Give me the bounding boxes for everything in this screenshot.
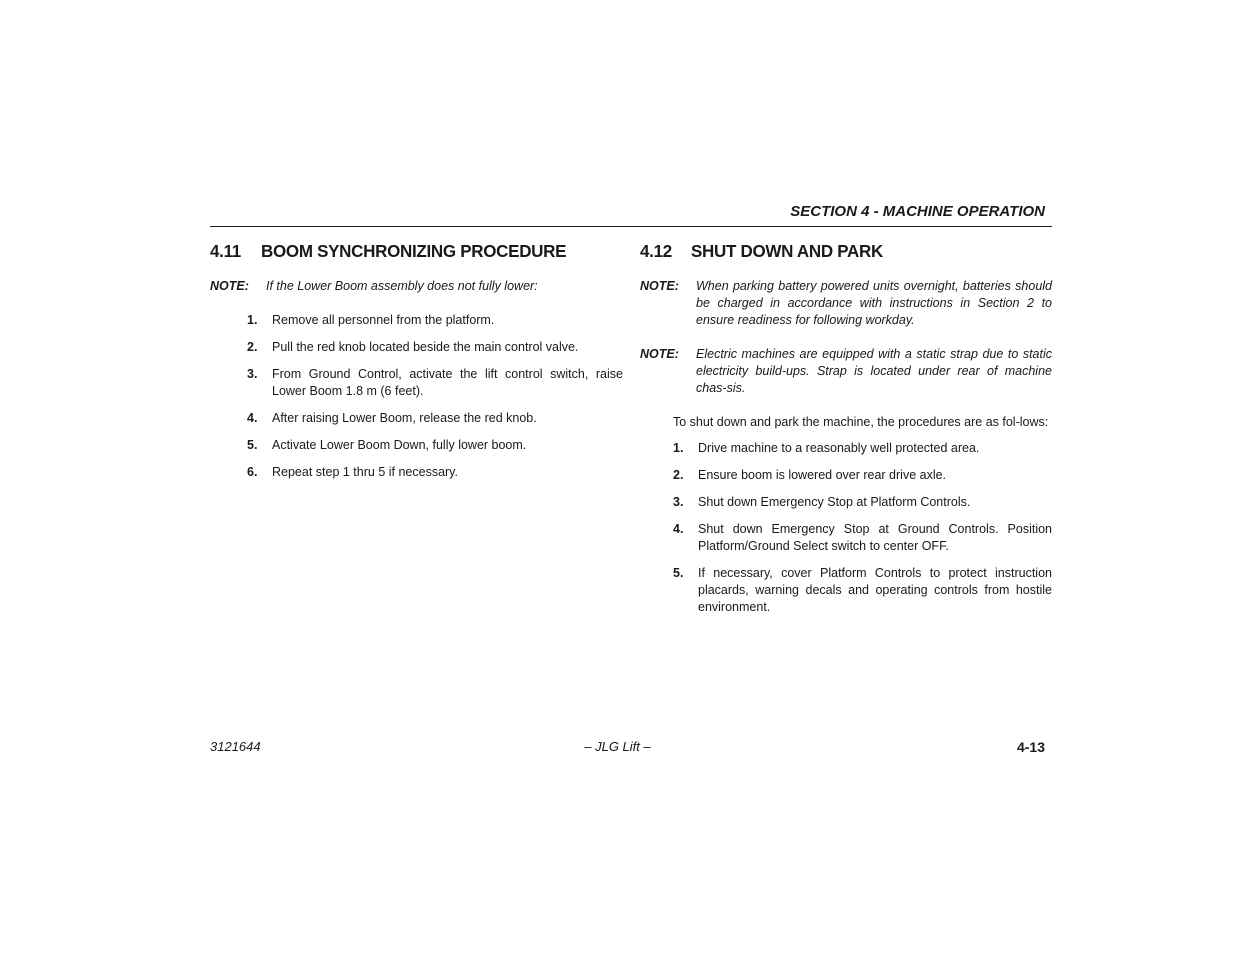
list-item bbox=[673, 440, 1052, 457]
right-column bbox=[640, 240, 1052, 626]
step-number: 3. bbox=[247, 367, 258, 381]
shutdown-steps bbox=[640, 440, 1052, 616]
step-number: 2. bbox=[247, 340, 258, 354]
footer-brand: – JLG Lift – bbox=[584, 739, 651, 754]
list-item bbox=[247, 437, 623, 454]
step-number: 4. bbox=[673, 522, 684, 536]
step-number: 5. bbox=[247, 438, 258, 452]
step-text: Pull the red knob located beside the main control valve. bbox=[272, 340, 579, 354]
note-text: Electric machines are equipped with a static strap due to static electricity build-ups. Strap is located under rear of machine chas-sis. bbox=[696, 347, 1052, 395]
list-item bbox=[673, 494, 1052, 511]
note-static-strap bbox=[640, 346, 1052, 397]
step-number: 1. bbox=[247, 313, 258, 327]
list-item bbox=[247, 312, 623, 329]
step-number: 5. bbox=[673, 566, 684, 580]
step-text: Ensure boom is lowered over rear drive axle. bbox=[698, 468, 947, 482]
list-item bbox=[247, 410, 623, 427]
left-column bbox=[210, 240, 623, 491]
list-item bbox=[673, 565, 1052, 616]
step-text: Remove all personnel from the platform. bbox=[272, 313, 495, 327]
page-number: 4-13 bbox=[1016, 739, 1045, 755]
note-battery bbox=[640, 278, 1052, 329]
step-text: From Ground Control, activate the lift control switch, raise Lower Boom 1.8 m (6 feet). bbox=[272, 367, 623, 398]
list-item bbox=[247, 339, 623, 356]
note-text: When parking battery powered units overnight, batteries should be charged in accordance with instructions in Section 2 to ensure readiness for following workday. bbox=[696, 279, 1052, 327]
section-heading-4-11 bbox=[210, 239, 623, 264]
step-text: Shut down Emergency Stop at Ground Controls. Position Platform/Ground Select switch to center OFF. bbox=[698, 522, 1052, 553]
step-number: 1. bbox=[673, 441, 684, 455]
section-number: 4.12 bbox=[640, 241, 672, 262]
list-item bbox=[673, 521, 1052, 555]
header-divider bbox=[210, 226, 1052, 227]
section-heading-4-12 bbox=[640, 239, 1052, 264]
step-text: Drive machine to a reasonably well protected area. bbox=[698, 441, 980, 455]
step-text: Repeat step 1 thru 5 if necessary. bbox=[272, 465, 458, 479]
document-number: 3121644 bbox=[210, 739, 261, 754]
section-header: SECTION 4 - MACHINE OPERATION bbox=[790, 203, 1045, 220]
step-text: After raising Lower Boom, release the red knob. bbox=[272, 411, 537, 425]
note-label: NOTE: bbox=[640, 347, 679, 361]
step-number: 2. bbox=[673, 468, 684, 482]
note-label: NOTE: bbox=[210, 279, 249, 293]
list-item bbox=[247, 464, 623, 481]
step-text: If necessary, cover Platform Controls to protect instruction placards, warning decals and operating controls from hostile environment. bbox=[698, 566, 1052, 614]
note-label: NOTE: bbox=[640, 279, 679, 293]
step-number: 4. bbox=[247, 411, 258, 425]
note bbox=[210, 278, 623, 295]
note-text: If the Lower Boom assembly does not fully lower: bbox=[266, 279, 538, 293]
section-title: BOOM SYNCHRONIZING PROCEDURE bbox=[261, 241, 567, 262]
step-number: 6. bbox=[247, 465, 258, 479]
step-text: Shut down Emergency Stop at Platform Controls. bbox=[698, 495, 971, 509]
boom-sync-steps bbox=[210, 312, 623, 481]
step-text: Activate Lower Boom Down, fully lower boom. bbox=[272, 438, 527, 452]
list-item bbox=[673, 467, 1052, 484]
list-item bbox=[247, 366, 623, 400]
intro-paragraph: To shut down and park the machine, the procedures are as fol-lows: bbox=[673, 415, 1049, 429]
section-title: SHUT DOWN AND PARK bbox=[691, 241, 883, 262]
section-number: 4.11 bbox=[210, 241, 241, 262]
step-number: 3. bbox=[673, 495, 684, 509]
